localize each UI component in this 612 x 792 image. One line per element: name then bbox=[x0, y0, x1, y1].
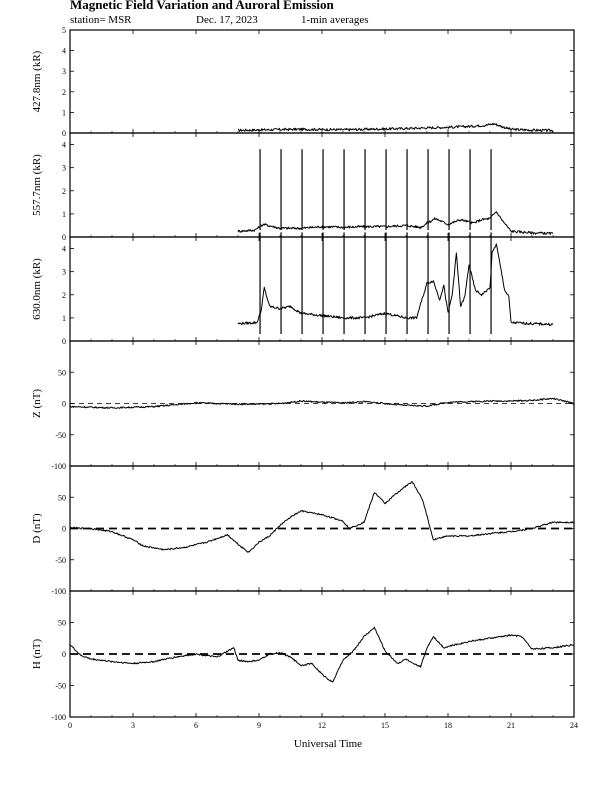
y-axis-label: 557.7nm (kR) bbox=[31, 154, 43, 216]
plot-area bbox=[31, 26, 578, 730]
x-tick-label: 21 bbox=[507, 721, 515, 730]
series-line-d-0 bbox=[70, 482, 574, 553]
panel-z bbox=[31, 341, 574, 471]
y-tick-label: 5 bbox=[62, 26, 66, 35]
y-tick-label: 4 bbox=[62, 244, 66, 254]
station-label: station= MSR bbox=[70, 14, 132, 26]
y-tick-label: 50 bbox=[58, 368, 66, 378]
x-tick-label: 6 bbox=[194, 721, 198, 730]
x-axis-label: Universal Time bbox=[293, 738, 363, 750]
y-tick-label: 4 bbox=[62, 46, 66, 56]
panel-e5577 bbox=[31, 133, 574, 242]
y-tick-label: 0 bbox=[62, 524, 66, 534]
y-tick-label: 1 bbox=[62, 108, 66, 118]
averaging-label: 1-min averages bbox=[301, 14, 369, 26]
y-tick-label: -50 bbox=[55, 681, 66, 691]
y-tick-label: 0 bbox=[62, 650, 66, 659]
x-tick-label: 15 bbox=[381, 721, 389, 730]
panel-e4278 bbox=[31, 26, 574, 138]
x-tick-label: 3 bbox=[131, 721, 135, 730]
y-axis-label: D (nT) bbox=[31, 513, 43, 544]
x-tick-label: 18 bbox=[444, 721, 452, 730]
y-tick-label: -100 bbox=[51, 587, 66, 596]
x-tick-label: 12 bbox=[318, 721, 326, 730]
y-tick-label: 3 bbox=[62, 67, 66, 77]
panel-h bbox=[31, 591, 574, 722]
panel-e6300 bbox=[31, 232, 574, 346]
y-axis-label: 427.8nm (kR) bbox=[31, 50, 43, 113]
y-tick-label: 0 bbox=[62, 399, 66, 409]
y-axis-label: Z (nT) bbox=[31, 388, 43, 419]
y-tick-label: 0 bbox=[62, 233, 66, 242]
y-tick-label: 2 bbox=[62, 186, 66, 196]
panel-frame bbox=[70, 30, 574, 133]
x-tick-label: 0 bbox=[68, 721, 72, 730]
y-tick-label: 1 bbox=[62, 209, 66, 219]
panel-d bbox=[31, 466, 574, 596]
series-line-e5577-0 bbox=[238, 212, 553, 235]
y-tick-label: 0 bbox=[62, 337, 66, 346]
y-tick-label: -100 bbox=[51, 462, 66, 471]
y-tick-label: -50 bbox=[55, 430, 66, 440]
x-tick-label: 24 bbox=[570, 721, 578, 730]
y-tick-label: 50 bbox=[58, 493, 66, 503]
y-axis-label: 630.0nm (kR) bbox=[31, 258, 43, 320]
series-line-e4278-0 bbox=[238, 123, 553, 131]
chart-title: Magnetic Field Variation and Auroral Emission bbox=[70, 0, 334, 12]
y-tick-label: 1 bbox=[62, 313, 66, 323]
y-tick-label: -50 bbox=[55, 555, 66, 565]
date-label: Dec. 17, 2023 bbox=[196, 14, 258, 26]
panel-frame bbox=[70, 133, 574, 237]
y-tick-label: 3 bbox=[62, 267, 66, 277]
series-line-e6300-0 bbox=[238, 244, 553, 326]
y-tick-label: -100 bbox=[51, 713, 66, 722]
y-tick-label: 3 bbox=[62, 163, 66, 173]
x-tick-label: 9 bbox=[257, 721, 261, 730]
y-tick-label: 4 bbox=[62, 140, 66, 150]
y-axis-label: H (nT) bbox=[31, 638, 43, 670]
y-tick-label: 2 bbox=[62, 290, 66, 300]
y-tick-label: 0 bbox=[62, 129, 66, 138]
y-tick-label: 2 bbox=[62, 87, 66, 97]
y-tick-label: 50 bbox=[58, 618, 66, 628]
